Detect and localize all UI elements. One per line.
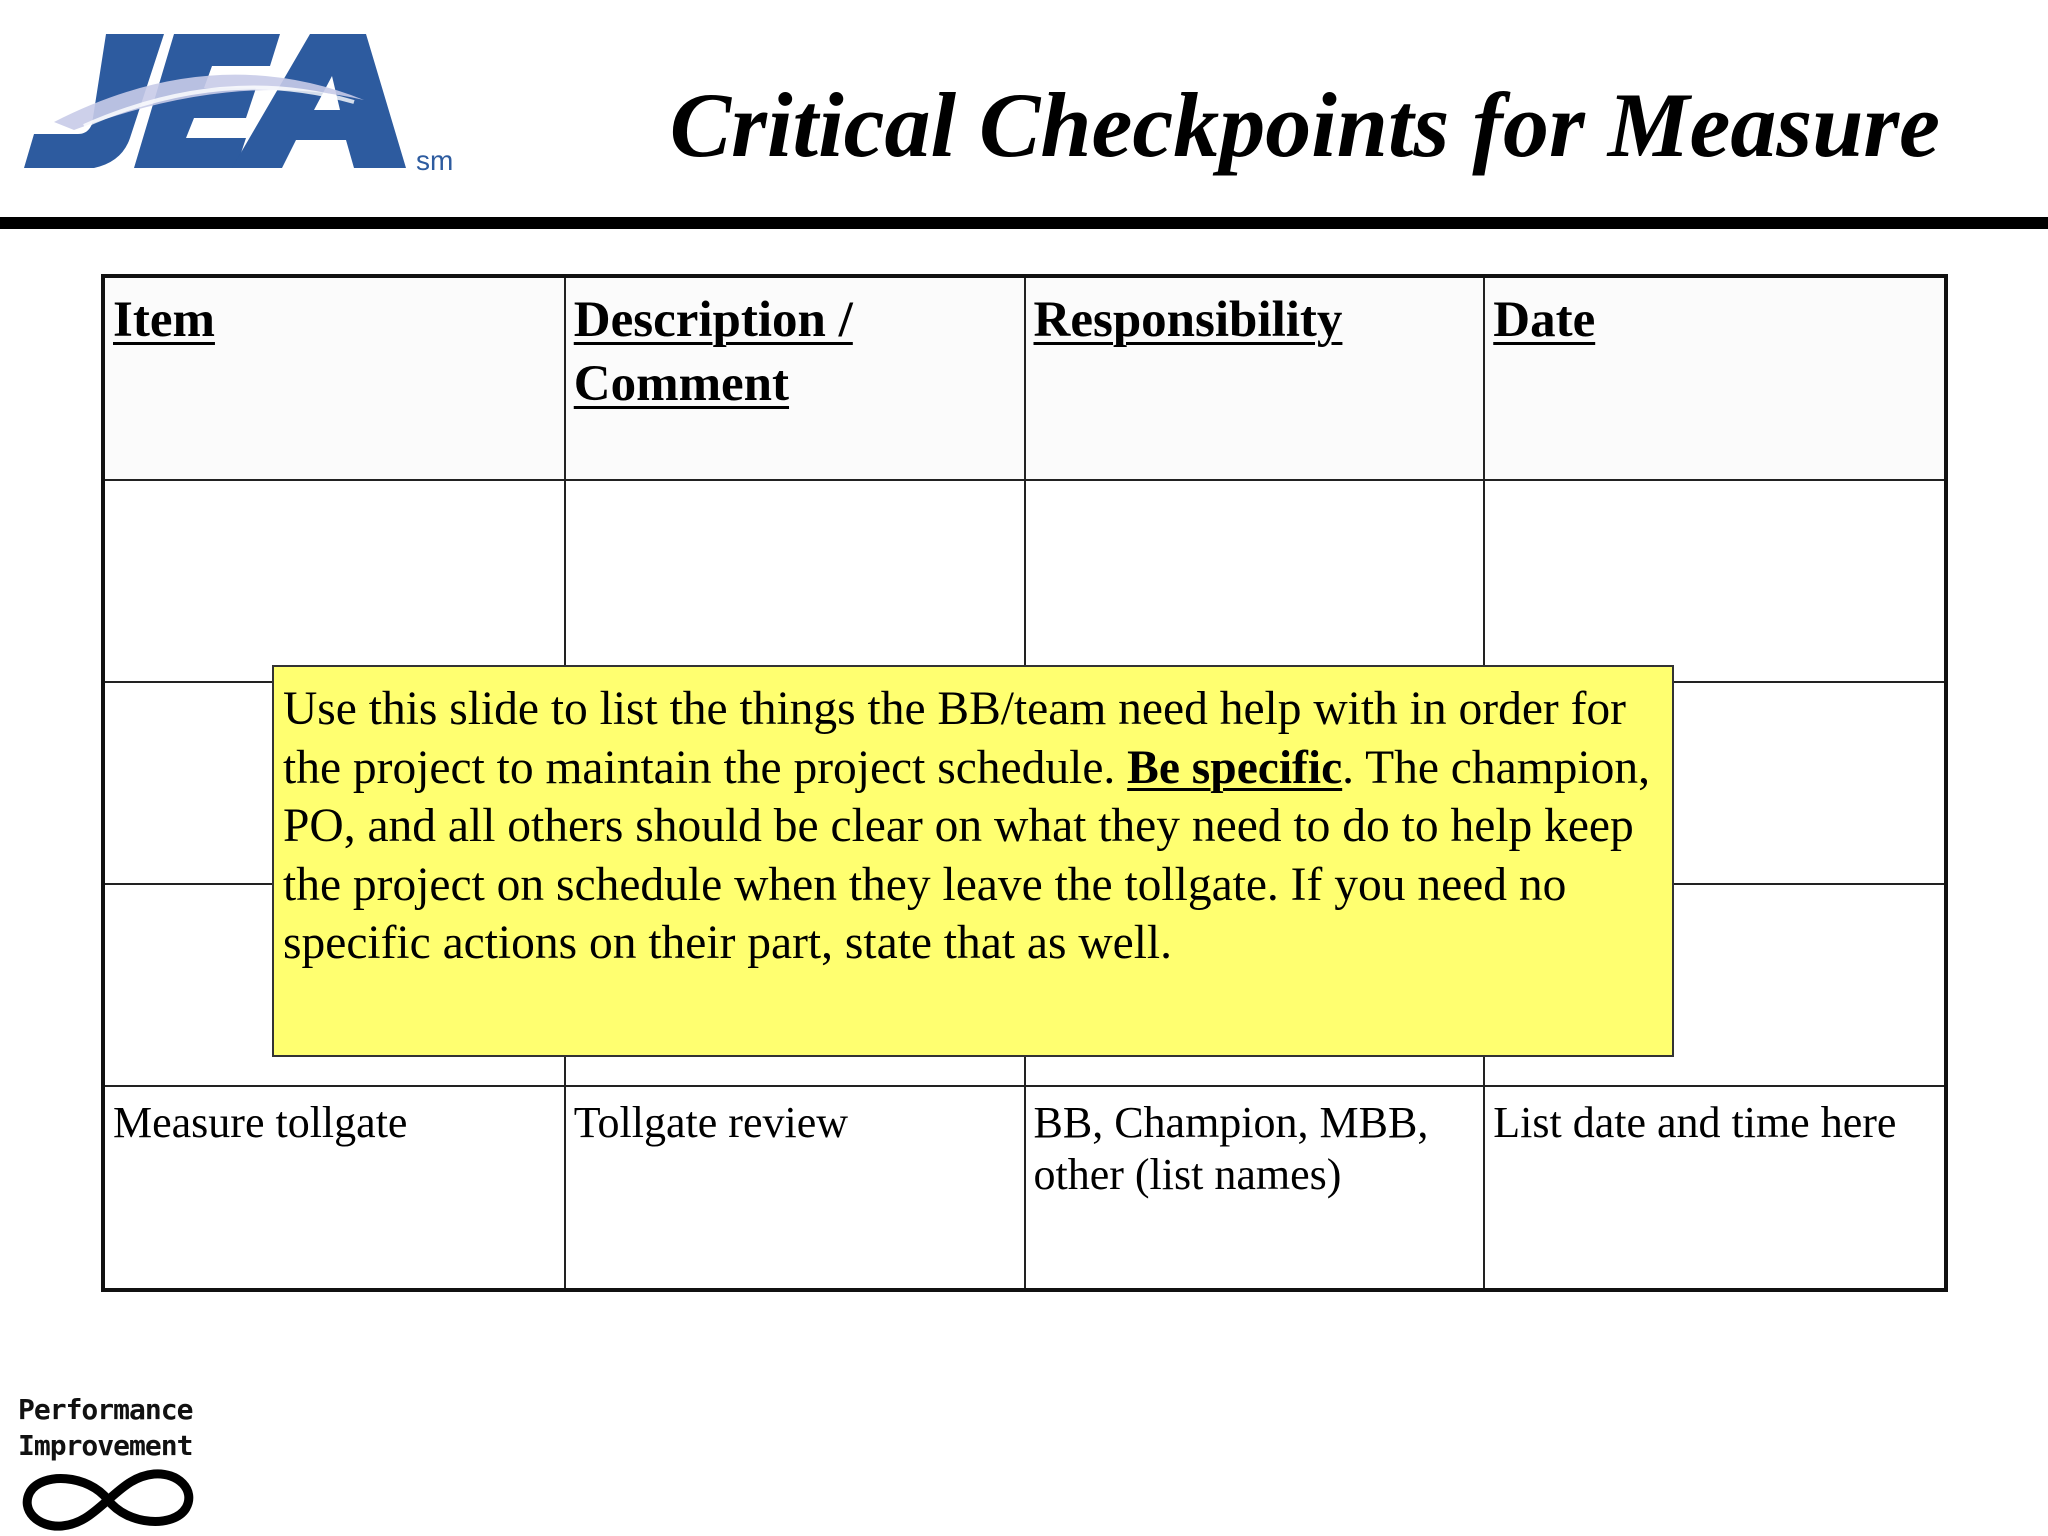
column-header-item: Item — [105, 278, 565, 480]
pi-logo-line1: Performance — [18, 1393, 193, 1426]
table-cell[interactable] — [1484, 480, 1944, 682]
page-title: Critical Checkpoints for Measure — [669, 74, 1940, 176]
description-cell-tollgate-review[interactable]: Tollgate review — [565, 1086, 1025, 1288]
table-cell[interactable] — [1025, 480, 1485, 682]
responsibility-cell[interactable]: BB, Champion, MBB, other (list names) — [1025, 1086, 1485, 1288]
date-cell[interactable]: List date and time here — [1484, 1086, 1944, 1288]
trademark-text: sm — [416, 145, 454, 176]
table-cell[interactable] — [105, 480, 565, 682]
pi-logo-line2: Improvement — [18, 1429, 193, 1462]
jea-logo-icon — [14, 30, 466, 180]
item-cell-measure-tollgate[interactable]: Measure tollgate — [105, 1086, 565, 1288]
column-header-description: Description / Comment — [565, 278, 1025, 480]
table-row — [105, 1086, 1944, 1288]
infinity-icon — [18, 1468, 198, 1532]
table-row — [105, 480, 1944, 682]
instruction-note-box[interactable] — [272, 665, 1674, 1057]
title-divider — [0, 217, 2048, 229]
column-header-responsibility: Responsibility — [1025, 278, 1485, 480]
note-emphasis: Be specific — [1127, 741, 1343, 794]
table-header-row — [105, 278, 1944, 480]
column-header-date: Date — [1484, 278, 1944, 480]
performance-improvement-logo — [18, 1392, 218, 1536]
table-cell[interactable] — [565, 480, 1025, 682]
note-text-after: . The champion, PO, and all others should be clear on what they need to do to help keep the project on schedule when they leave the tollgate. If you need no specific actions on their part, state that as well. — [283, 741, 1650, 969]
note-text-before: Use this slide to list the things the BB/team need help with in order for the project to maintain the project schedule. — [283, 683, 1626, 794]
